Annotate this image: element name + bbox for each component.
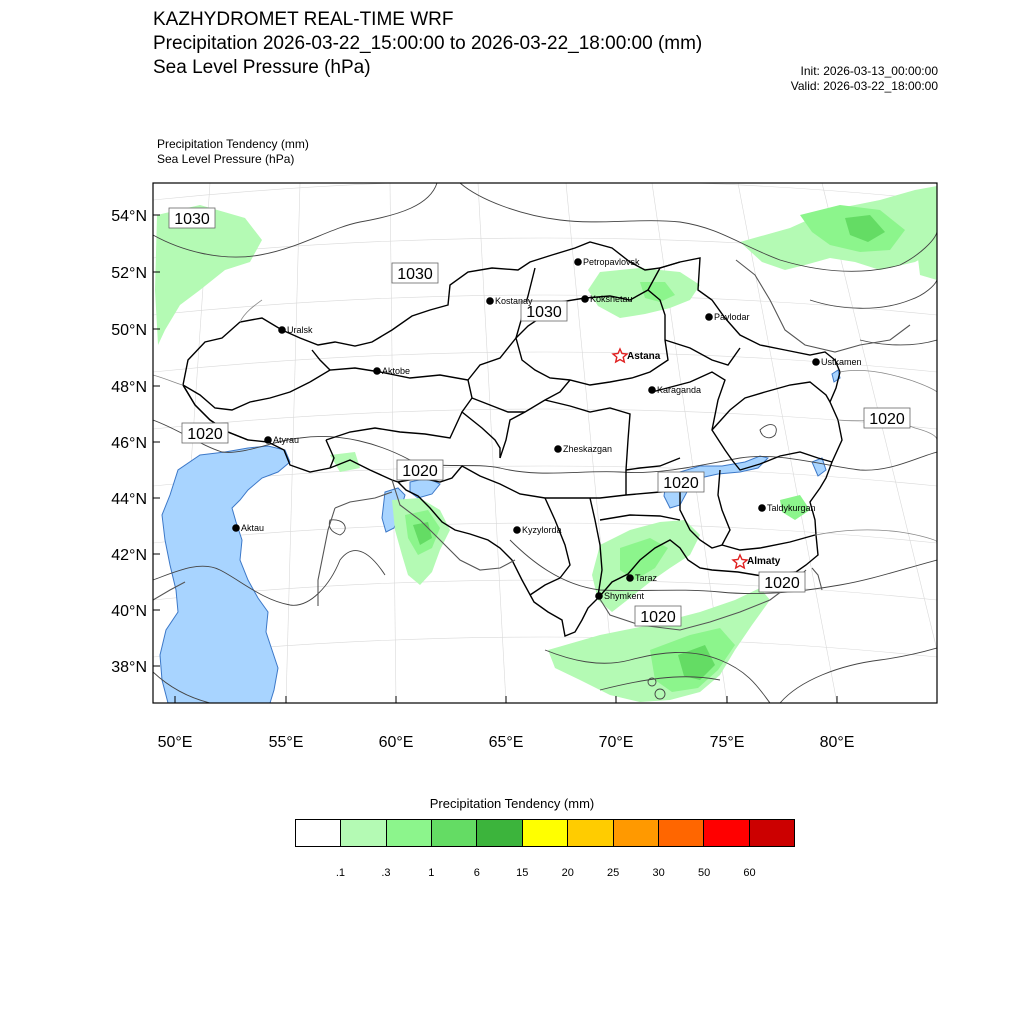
city-label: Kokshetau [590, 294, 633, 304]
lon-label: 55°E [268, 734, 304, 751]
colorbar-tick-label: .1 [335, 867, 346, 879]
isobar-label: 1020 [869, 411, 905, 428]
colorbar-swatch [750, 820, 794, 846]
city-label: Kostanay [495, 296, 533, 306]
city-taldykurgan [758, 503, 815, 513]
lat-label: 44°N [111, 491, 147, 508]
city-label: Almaty [747, 556, 781, 567]
map-title: KAZHYDROMET REAL-TIME WRF [153, 9, 454, 30]
city-label: Astana [627, 351, 661, 362]
city-atyrau [264, 435, 299, 445]
city-label: Taraz [635, 573, 658, 583]
city-label: Aktau [241, 523, 265, 533]
city-label: Uralsk [287, 325, 313, 335]
lat-label: 50°N [111, 322, 147, 339]
map-subtitle-precip: Precipitation 2026-03-22_15:00:00 to 2026-03-22_18:00:00 (mm) [153, 33, 703, 54]
plot-label-slp: Sea Level Pressure (hPa) [157, 152, 295, 166]
city-label: Kyzylorda [522, 525, 562, 535]
lon-label: 70°E [598, 734, 634, 751]
lon-label: 75°E [709, 734, 745, 751]
lat-label: 42°N [111, 547, 147, 564]
isobar-label: 1020 [764, 575, 800, 592]
city-label: Taldykurgan [767, 503, 816, 513]
colorbar-tick-label: 25 [607, 867, 620, 879]
lat-label: 48°N [111, 379, 147, 396]
colorbar [295, 819, 795, 847]
colorbar-title: Precipitation Tendency (mm) [429, 796, 595, 811]
latitude-labels [111, 208, 147, 676]
colorbar-swatch [387, 820, 432, 846]
map-subtitle-slp: Sea Level Pressure (hPa) [153, 57, 371, 78]
city-taraz [626, 573, 657, 583]
city-uralsk [278, 325, 313, 335]
lat-label: 54°N [111, 208, 147, 225]
lat-label: 52°N [111, 265, 147, 282]
colorbar-swatch [296, 820, 341, 846]
city-label: Ustkamen [821, 357, 862, 367]
colorbar-swatch [432, 820, 477, 846]
valid-time: Valid: 2026-03-22_18:00:00 [790, 79, 938, 93]
city-zheskazgan [554, 444, 612, 454]
lon-label: 65°E [488, 734, 524, 751]
lon-label: 60°E [378, 734, 414, 751]
colorbar-tick-label: 6 [473, 867, 480, 879]
init-time: Init: 2026-03-13_00:00:00 [800, 64, 938, 78]
lon-label: 50°E [157, 734, 193, 751]
city-label: Shymkent [604, 591, 645, 601]
lon-label: 80°E [819, 734, 855, 751]
colorbar-tick-label: 1 [428, 867, 435, 879]
city-aktau [232, 523, 264, 533]
lat-label: 46°N [111, 435, 147, 452]
isobar-label: 1020 [640, 609, 676, 626]
colorbar-swatch [704, 820, 749, 846]
lat-label: 38°N [111, 659, 147, 676]
colorbar-tick-label: 20 [561, 867, 574, 879]
colorbar-tick-label: 15 [516, 867, 529, 879]
city-label: Aktobe [382, 366, 411, 376]
colorbar-tick-label: 30 [652, 867, 665, 879]
city-label: Atyrau [273, 435, 300, 445]
city-petropavlovsk [574, 257, 640, 267]
isobar-label: 1020 [187, 426, 223, 443]
colorbar-swatch [614, 820, 659, 846]
colorbar-swatch [568, 820, 613, 846]
lat-label: 40°N [111, 603, 147, 620]
city-label: Petropavlovsk [583, 257, 640, 267]
colorbar-swatch [341, 820, 386, 846]
isobar-label: 1030 [526, 304, 562, 321]
isobar-label: 1030 [397, 266, 433, 283]
longitude-labels [158, 734, 855, 751]
city-label: Pavlodar [714, 312, 750, 322]
isobar-label: 1030 [174, 211, 210, 228]
isobar-label: 1020 [402, 463, 438, 480]
city-label: Karaganda [657, 385, 702, 395]
plot-label-precip: Precipitation Tendency (mm) [157, 137, 309, 151]
city-label: Zheskazgan [563, 444, 613, 454]
colorbar-swatch [523, 820, 568, 846]
city-karaganda [648, 385, 701, 395]
colorbar-tick-label: 60 [743, 867, 756, 879]
isobar-label: 1020 [663, 475, 699, 492]
colorbar-tick-label: .3 [381, 867, 391, 879]
colorbar-swatch [477, 820, 522, 846]
colorbar-tick-label: 50 [697, 867, 711, 879]
colorbar-swatch [659, 820, 704, 846]
